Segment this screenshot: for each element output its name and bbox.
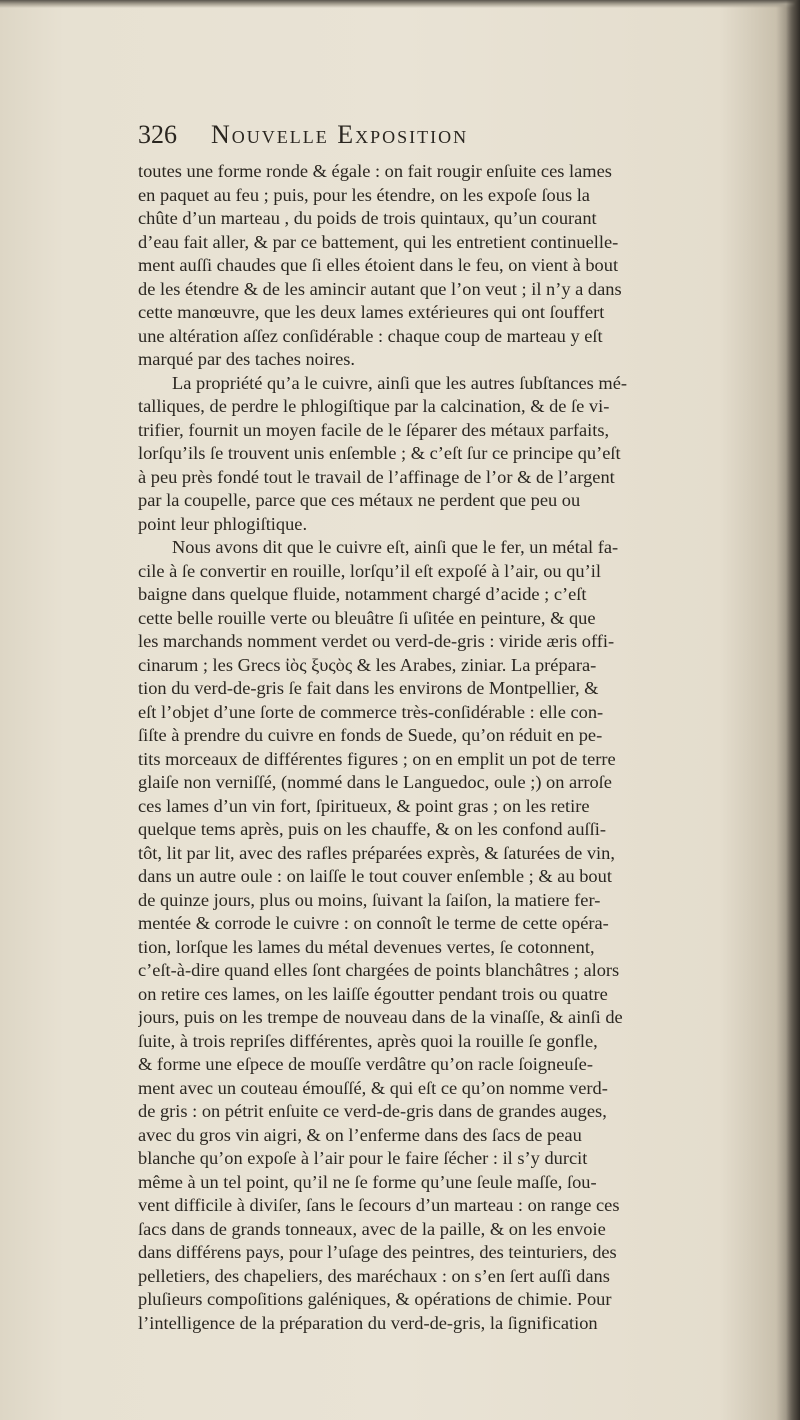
text-line: on retire ces lames, on les laiſſe égoutter pendant trois ou quatre	[138, 983, 608, 1004]
text-line: toutes une forme ronde & égale : on fait rougir enſuite ces lames	[138, 161, 612, 181]
text-line: chûte d’un marteau , du poids de trois quintaux, qu’un courant	[138, 208, 597, 228]
text-line: glaiſe non verniſſé, (nommé dans le Languedoc, oule ;) on arroſe	[138, 772, 612, 792]
text-line: pelletiers, des chapeliers, des maréchaux : on s’en ſert auſſi dans	[138, 1265, 610, 1286]
text-line: point leur phlogiſtique.	[138, 513, 308, 534]
text-line: ſiſte à prendre du cuivre en fonds de Suede, qu’on réduit en pe-	[138, 725, 603, 745]
page-top-shadow	[0, 0, 800, 8]
text-line: de quinze jours, plus ou moins, ſuivant la ſaiſon, la matiere fer-	[138, 889, 601, 910]
text-line: ces lames d’un vin fort, ſpiritueux, & point gras ; on les retire	[138, 795, 590, 816]
body-text	[138, 160, 788, 1335]
text-line: c’eſt-à-dire quand elles ſont chargées de points blanchâtres ; alors	[138, 960, 620, 980]
text-line: ſacs dans de grands tonneaux, avec de la paille, & on les envoie	[138, 1218, 606, 1239]
text-line: cette belle rouille verte ou bleuâtre ſi uſitée en peinture, & que	[138, 607, 596, 628]
text-line: les marchands nomment verdet ou verd-de-gris : viride æris offi-	[138, 631, 615, 651]
running-header	[138, 120, 788, 156]
page-binding-edge	[786, 0, 800, 1420]
text-line: baigne dans quelque fluide, notamment chargé d’acide ; c’eſt	[138, 584, 587, 604]
text-line: marqué par des taches noires.	[138, 349, 356, 369]
text-line: une altération aſſez conſidérable : chaque coup de marteau y eſt	[138, 325, 603, 346]
text-line: cinarum ; les Grecs ἰὸς ξυςὸς & les Arabes, ziniar. La prépara-	[138, 654, 597, 675]
text-line: avec du gros vin aigri, & on l’enferme dans des ſacs de peau	[138, 1124, 582, 1145]
text-line: dans différens pays, pour l’uſage des peintres, des teinturiers, des	[138, 1242, 617, 1262]
paragraph-start-line: Nous avons dit que le cuivre eſt, ainſi que le fer, un métal fa-	[172, 537, 619, 557]
text-line: cile à ſe convertir en rouille, lorſqu’il eſt expoſé à l’air, ou qu’il	[138, 560, 601, 581]
text-line: cette manœuvre, que les deux lames extérieures qui ont ſouffert	[138, 302, 605, 322]
text-line: par la coupelle, parce que ces métaux ne perdent que peu ou	[138, 490, 581, 510]
paragraph-start-line: La propriété qu’a le cuivre, ainſi que les autres ſubſtances mé-	[172, 372, 627, 393]
text-line: ment avec un couteau émouſſé, & qui eſt ce qu’on nomme verd-	[138, 1077, 608, 1098]
text-line: tion, lorſque les lames du métal devenues vertes, ſe cotonnent,	[138, 936, 595, 957]
text-line: mentée & corrode le cuivre : on connoît le terme de cette opéra-	[138, 913, 609, 933]
text-line: blanche qu’on expoſe à l’air pour le faire ſécher : il s’y durcit	[138, 1148, 588, 1168]
text-line: trifier, fournit un moyen facile de le ſéparer des métaux parfaits,	[138, 419, 610, 440]
text-line: jours, puis on les trempe de nouveau dans de la vinaſſe, & ainſi de	[138, 1007, 623, 1027]
text-line: vent difficile à diviſer, ſans le ſecours d’un marteau : on range ces	[138, 1195, 620, 1215]
text-line: tion du verd-de-gris ſe fait dans les environs de Montpellier, &	[138, 678, 599, 698]
text-line: ment auſſi chaudes que ſi elles étoient dans le feu, on vient à bout	[138, 255, 619, 275]
text-line: ſuite, à trois repriſes différentes, après quoi la rouille ſe gonfle,	[138, 1030, 598, 1051]
text-line: & forme une eſpece de mouſſe verdâtre qu’on racle ſoigneuſe-	[138, 1054, 593, 1074]
text-line: en paquet au feu ; puis, pour les étendre, on les expoſe ſous la	[138, 184, 590, 205]
text-line: tits morceaux de différentes figures ; on en emplit un pot de terre	[138, 748, 616, 769]
text-line: à peu près fondé tout le travail de l’affinage de l’or & de l’argent	[138, 466, 615, 487]
text-line: même à un tel point, qu’il ne ſe forme qu’une ſeule maſſe, ſou-	[138, 1171, 597, 1192]
page-number: 326	[138, 120, 177, 149]
text-line: pluſieurs compoſitions galéniques, & opérations de chimie. Pour	[138, 1289, 612, 1309]
text-line: quelque tems après, puis on les chauffe, & on les confond auſſi-	[138, 819, 606, 839]
text-line: d’eau fait aller, & par ce battement, qui les entretient continuelle-	[138, 231, 619, 252]
text-line: de les étendre & de les amincir autant que l’on veut ; il n’y a dans	[138, 278, 622, 299]
text-line: eſt l’objet d’une ſorte de commerce très-conſidérable : elle con-	[138, 701, 604, 722]
text-line: de gris : on pétrit enſuite ce verd-de-gris dans de grandes auges,	[138, 1101, 607, 1121]
text-line: tôt, lit par lit, avec des rafles préparées exprès, & ſaturées de vin,	[138, 842, 615, 863]
text-line: l’intelligence de la préparation du verd-de-gris, la ſignification	[138, 1312, 598, 1333]
text-line: dans un autre oule : on laiſſe le tout couver enſemble ; & au bout	[138, 866, 612, 886]
text-line: lorſqu’ils ſe trouvent unis enſemble ; & c’eſt ſur ce principe qu’eſt	[138, 443, 621, 463]
text-line: talliques, de perdre le phlogiſtique par la calcination, & de ſe vi-	[138, 396, 610, 416]
running-title: Nouvelle Exposition	[211, 120, 469, 149]
